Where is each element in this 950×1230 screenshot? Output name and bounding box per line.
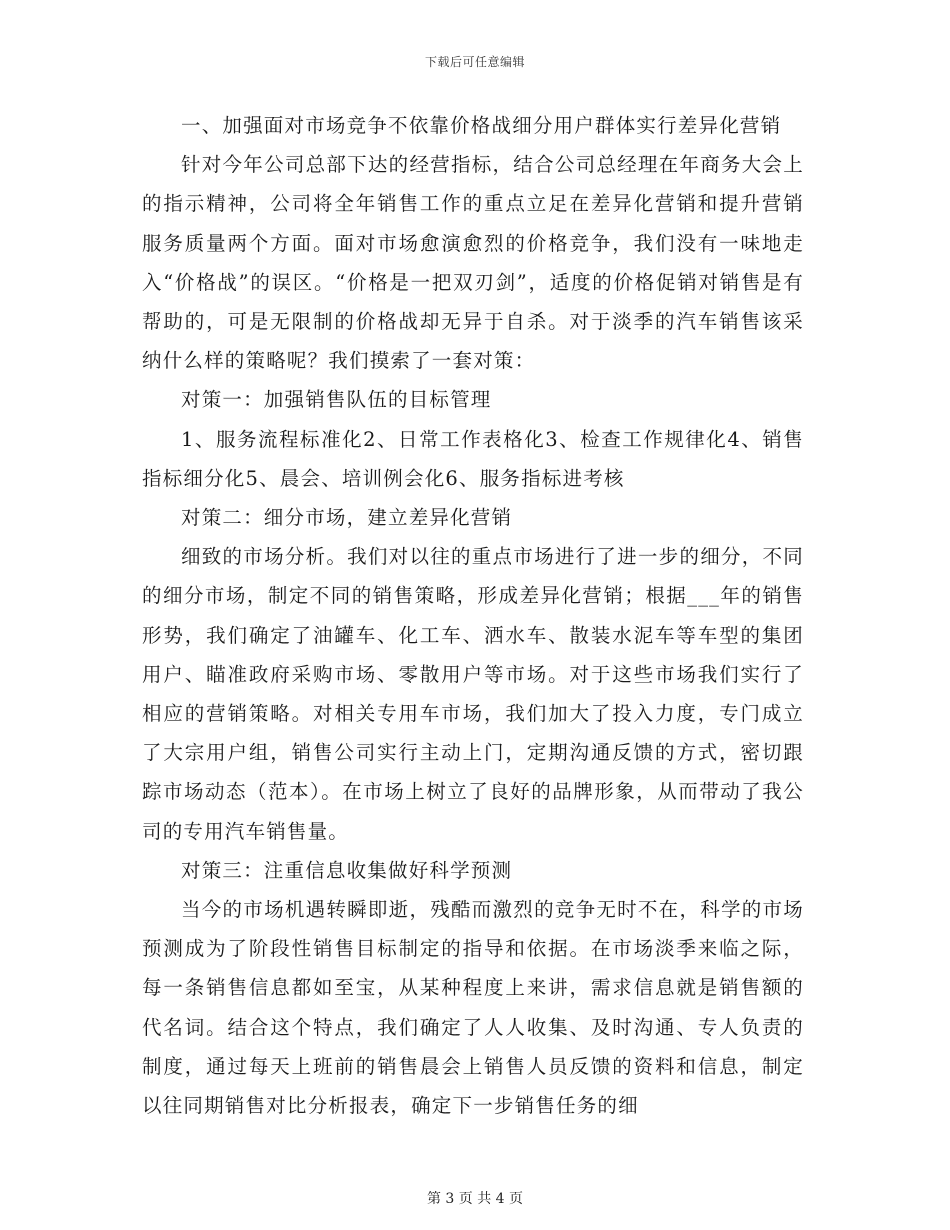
body-paragraph: 1、服务流程标准化2、日常工作表格化3、检查工作规律化4、销售指标细分化5、晨会、培训例会化6、服务指标进考核 [142, 427, 804, 490]
section-heading: 一、加强面对市场竞争不依靠价格战细分用户群体实行差异化营销 [181, 114, 782, 137]
strategy-heading-1: 对策一：加强销售队伍的目标管理 [181, 388, 492, 412]
body-paragraph: 当今的市场机遇转瞬即逝，残酷而激烈的竞争无时不在，科学的市场预测成为了阶段性销售目标制定的指导和依据。在市场淡季来临之际，每一条销售信息都如至宝，从某种程度上来讲，需求信息就是销售额的代名词。结合这个特点，我们确定了人人收集、及时沟通、专人负责的制度，通过每天上班前的销售晨会上销售人员反馈的资料和信息，制定以往同期销售对比分析报表，确定下一步销售任务的细 [142, 898, 804, 1118]
strategy-heading-3: 对策三：注重信息收集做好科学预测 [181, 858, 513, 882]
document-body [142, 106, 804, 1125]
page-number: 第 3 页 共 4 页 [426, 1191, 524, 1207]
strategy-heading-2: 对策二：细分市场，建立差异化营销 [181, 506, 513, 530]
page-header-note: 下载后可任意编辑 [424, 55, 525, 69]
body-paragraph: 针对今年公司总部下达的经营指标，结合公司总经理在年商务大会上的指示精神，公司将全年销售工作的重点立足在差异化营销和提升营销服务质量两个方面。面对市场愈演愈烈的价格竞争，我们没有一味地走入“价格战”的误区。“价格是一把双刃剑”，适度的价格促销对销售是有帮助的，可是无限制的价格战却无异于自杀。对于淡季的汽车销售该采纳什么样的策略呢？我们摸索了一套对策： [142, 153, 804, 373]
body-paragraph: 细致的市场分析。我们对以往的重点市场进行了进一步的细分，不同的细分市场，制定不同的销售策略，形成差异化营销；根据___年的销售形势，我们确定了油罐车、化工车、洒水车、散装水泥车等车型的集团用户、瞄准政府采购市场、零散用户等市场。对于这些市场我们实行了相应的营销策略。对相关专用车市场，我们加大了投入力度，专门成立了大宗用户组，销售公司实行主动上门，定期沟通反馈的方式，密切跟踪市场动态（范本）。在市场上树立了良好的品牌形象，从而带动了我公司的专用汽车销售量。 [142, 545, 804, 843]
